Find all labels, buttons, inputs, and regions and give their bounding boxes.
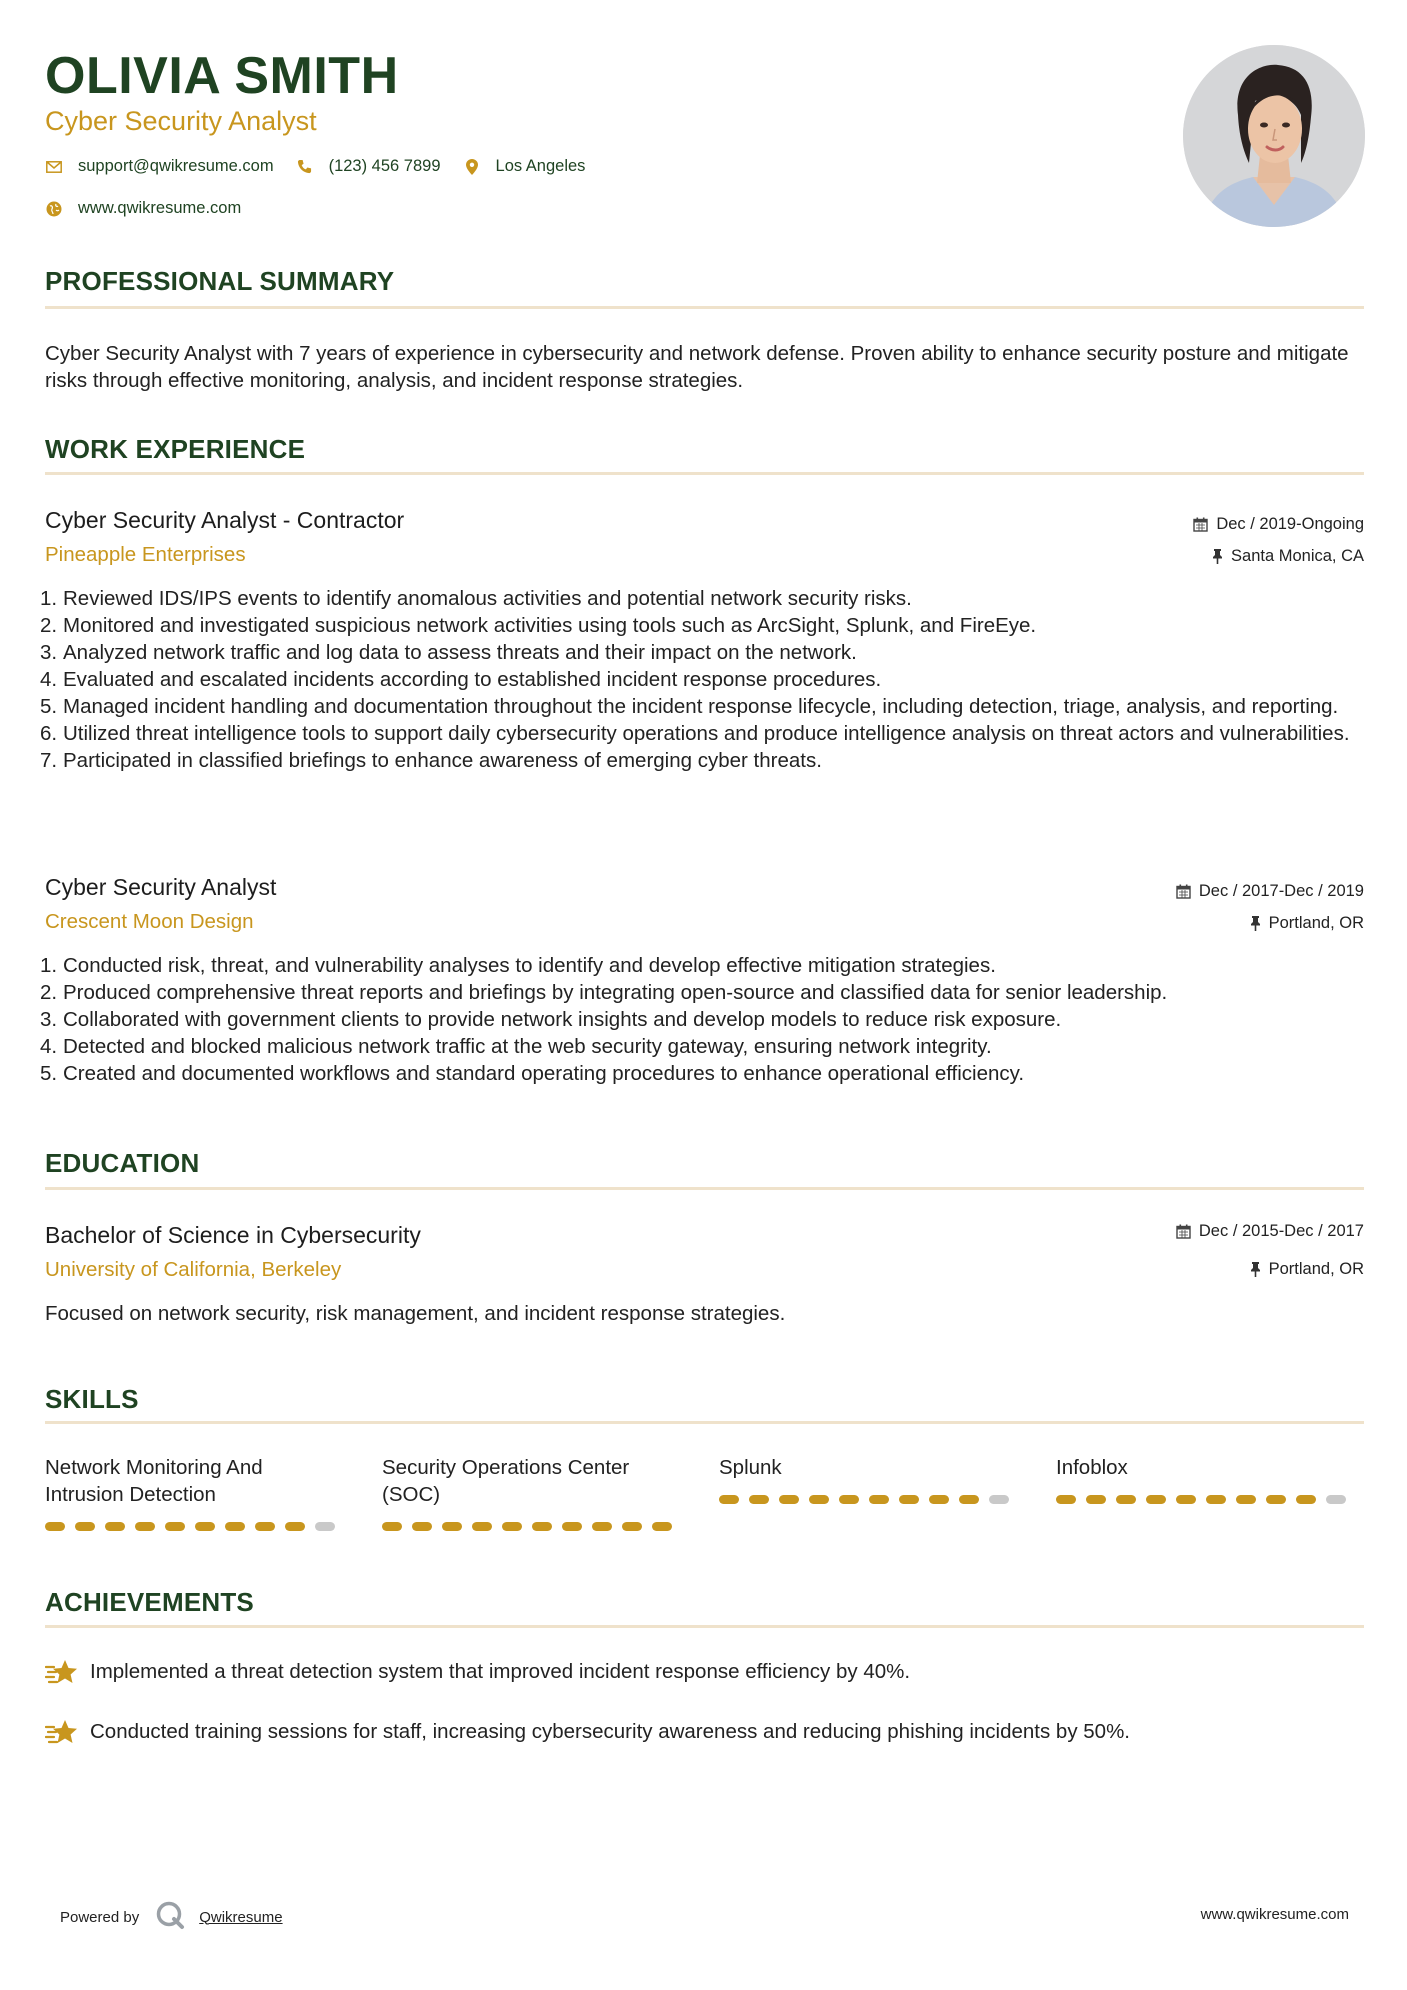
job-bullets [40, 952, 1370, 1087]
avatar [1183, 45, 1365, 227]
map-pin-icon [463, 158, 481, 176]
skill-dot-filled [1266, 1495, 1286, 1504]
list-item: 1. Reviewed IDS/IPS events to identify anomalous activities and potential network security risks. [40, 587, 912, 610]
star-icon [45, 1657, 79, 1687]
skill-dot-filled [839, 1495, 859, 1504]
skill-dot-filled [1296, 1495, 1316, 1504]
skill-dot-filled [869, 1495, 889, 1504]
skill-item [45, 1454, 345, 1531]
education-heading: EDUCATION [45, 1148, 200, 1178]
skill-dot-filled [622, 1522, 642, 1531]
achievements-heading: ACHIEVEMENTS [45, 1587, 254, 1617]
skill-dot-filled [225, 1522, 245, 1531]
skill-dot-filled [652, 1522, 672, 1531]
star-icon [45, 1717, 79, 1747]
skill-dot-filled [472, 1522, 492, 1531]
contact-phone[interactable] [296, 157, 441, 176]
list-item: 5. Managed incident handling and documentation throughout the incident response lifecycle, including detection, triage, analysis, and reporting. [40, 695, 1339, 718]
skill-dot-filled [719, 1495, 739, 1504]
summary-heading: PROFESSIONAL SUMMARY [45, 266, 395, 296]
skill-dot-empty [1326, 1495, 1346, 1504]
skill-dot-filled [412, 1522, 432, 1531]
skill-item [719, 1454, 1019, 1504]
skill-dot-filled [1116, 1495, 1136, 1504]
education-dates [1176, 1222, 1364, 1241]
skill-dot-filled [105, 1522, 125, 1531]
experience-heading: WORK EXPERIENCE [45, 434, 306, 464]
list-item: 3. Collaborated with government clients to provide network insights and develop models to reduce risk exposure. [40, 1008, 1062, 1031]
job-location [1212, 547, 1364, 566]
skill-dot-filled [1206, 1495, 1226, 1504]
skill-dot-filled [502, 1522, 522, 1531]
school-name: University of California, Berkeley [45, 1258, 342, 1281]
skill-dot-filled [749, 1495, 769, 1504]
job-location-text: Santa Monica, CA [1231, 547, 1364, 565]
location-text: Los Angeles [495, 157, 586, 175]
contact-email[interactable] [45, 157, 274, 176]
skill-dot-filled [75, 1522, 95, 1531]
email-icon [45, 158, 63, 176]
skill-dot-filled [1086, 1495, 1106, 1504]
skills-divider [45, 1421, 1364, 1424]
education-location-text: Portland, OR [1268, 1260, 1364, 1278]
job-dates [1176, 882, 1364, 901]
list-item: 2. Monitored and investigated suspicious network activities using tools such as ArcSight, Splunk, and FireEye. [40, 614, 1037, 637]
job-dates-text: Dec / 2019-Ongoing [1216, 515, 1364, 533]
contact-website[interactable] [45, 199, 241, 218]
achievements-divider [45, 1625, 1364, 1628]
job-location [1250, 914, 1364, 933]
pin-icon [1250, 916, 1261, 931]
skill-item [1056, 1454, 1356, 1504]
skill-dot-filled [442, 1522, 462, 1531]
list-item: 7. Participated in classified briefings to enhance awareness of emerging cyber threats. [40, 749, 822, 772]
skill-dot-filled [135, 1522, 155, 1531]
qwikresume-logo-icon [155, 1900, 185, 1934]
achievement-item [45, 1657, 910, 1687]
skill-dot-filled [929, 1495, 949, 1504]
list-item: 3. Analyzed network traffic and log data to assess threats and their impact on the network. [40, 641, 857, 664]
email-text: support@qwikresume.com [78, 157, 274, 175]
pin-icon [1212, 549, 1223, 564]
skill-dot-filled [165, 1522, 185, 1531]
job-company: Pineapple Enterprises [45, 543, 246, 566]
calendar-icon [1176, 1224, 1191, 1239]
summary-divider [45, 306, 1364, 309]
candidate-role: Cyber Security Analyst [45, 106, 317, 136]
skill-item [382, 1454, 682, 1531]
job-title: Cyber Security Analyst - Contractor [45, 507, 405, 533]
list-item: 2. Produced comprehensive threat reports and briefings by integrating open-source and classified data for senior leadership. [40, 981, 1168, 1004]
education-description: Focused on network security, risk management, and incident response strategies. [45, 1302, 786, 1325]
skill-dot-filled [959, 1495, 979, 1504]
education-location [1250, 1260, 1364, 1279]
footer-powered-by [60, 1900, 283, 1934]
phone-icon [296, 158, 314, 176]
skill-name: Splunk [719, 1456, 782, 1479]
skill-dot-filled [899, 1495, 919, 1504]
skill-dot-filled [779, 1495, 799, 1504]
website-row [45, 199, 263, 218]
job-dates-text: Dec / 2017-Dec / 2019 [1198, 882, 1364, 900]
skill-name: Security Operations Center (SOC) [382, 1456, 630, 1506]
skill-dot-filled [382, 1522, 402, 1531]
skill-dot-filled [809, 1495, 829, 1504]
skill-dot-filled [255, 1522, 275, 1531]
list-item: 6. Utilized threat intelligence tools to support daily cybersecurity operations and produce intelligence analysis on threat actors and vulnerabilities. [40, 722, 1350, 745]
list-item: 4. Detected and blocked malicious network traffic at the web security gateway, ensuring network integrity. [40, 1035, 992, 1058]
job-bullets [40, 585, 1370, 774]
powered-by-label: Powered by [60, 1908, 140, 1926]
job-title: Cyber Security Analyst [45, 874, 277, 900]
contact-location [463, 157, 586, 176]
calendar-icon [1176, 884, 1191, 899]
skill-dot-filled [532, 1522, 552, 1531]
achievement-text: Conducted training sessions for staff, increasing cybersecurity awareness and reducing phishing incidents by 50%. [90, 1720, 1131, 1743]
footer-brand-link[interactable]: Qwikresume [199, 1908, 283, 1926]
skill-dot-filled [195, 1522, 215, 1531]
website-text: www.qwikresume.com [78, 199, 242, 217]
skill-rating [1056, 1495, 1356, 1504]
job-company: Crescent Moon Design [45, 910, 254, 933]
skill-rating [45, 1522, 345, 1531]
achievement-text: Implemented a threat detection system that improved incident response efficiency by 40%. [90, 1660, 911, 1683]
skill-rating [382, 1522, 682, 1531]
skill-dot-filled [592, 1522, 612, 1531]
skill-dot-filled [285, 1522, 305, 1531]
job-dates [1193, 515, 1364, 534]
skill-dot-filled [45, 1522, 65, 1531]
calendar-icon [1193, 517, 1208, 532]
degree-title: Bachelor of Science in Cybersecurity [45, 1222, 421, 1248]
footer-website[interactable]: www.qwikresume.com [1200, 1906, 1349, 1923]
skill-dot-filled [562, 1522, 582, 1531]
skill-dot-filled [1056, 1495, 1076, 1504]
skill-dot-empty [989, 1495, 1009, 1504]
education-divider [45, 1187, 1364, 1190]
skill-dot-filled [1146, 1495, 1166, 1504]
skill-name: Infoblox [1056, 1456, 1128, 1479]
list-item: 1. Conducted risk, threat, and vulnerability analyses to identify and develop effective mitigation strategies. [40, 954, 996, 977]
skill-dot-filled [1236, 1495, 1256, 1504]
achievement-item [45, 1717, 1130, 1747]
summary-text: Cyber Security Analyst with 7 years of experience in cybersecurity and network defense. Proven ability to enhance security posture and mitigate risks through effective monitoring, analysis, and incident response strategies. [45, 342, 1349, 392]
list-item: 4. Evaluated and escalated incidents according to established incident response procedures. [40, 668, 882, 691]
candidate-name: OLIVIA SMITH [45, 47, 399, 105]
education-dates-text: Dec / 2015-Dec / 2017 [1198, 1222, 1364, 1240]
skills-heading: SKILLS [45, 1384, 139, 1414]
pin-icon [1250, 1262, 1261, 1277]
globe-icon [45, 200, 63, 218]
experience-divider [45, 472, 1364, 475]
skill-name: Network Monitoring And Intrusion Detection [45, 1456, 263, 1506]
contact-row [45, 157, 607, 176]
job-location-text: Portland, OR [1268, 914, 1364, 932]
skill-rating [719, 1495, 1019, 1504]
list-item: 5. Created and documented workflows and standard operating procedures to enhance operational efficiency. [40, 1062, 1025, 1085]
skill-dot-empty [315, 1522, 335, 1531]
phone-text: (123) 456 7899 [328, 157, 441, 175]
skill-dot-filled [1176, 1495, 1196, 1504]
